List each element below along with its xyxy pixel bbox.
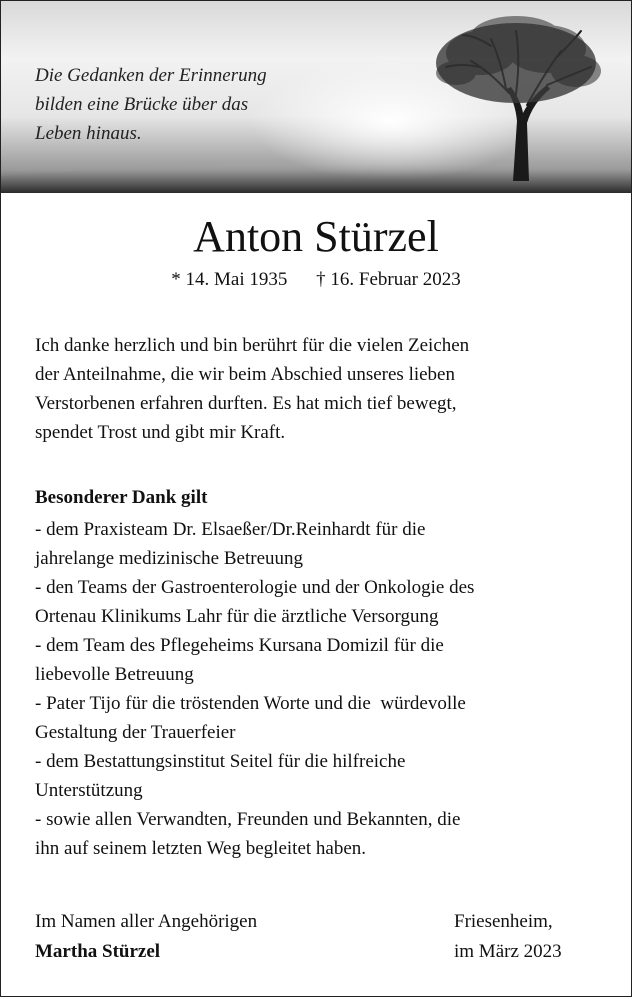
thanks-line: Ortenau Klinikums Lahr für die ärztliche Versorgung — [35, 606, 439, 627]
deceased-name: Anton Stürzel — [193, 212, 439, 261]
header-banner — [1, 1, 631, 193]
signature-intro: Im Namen aller Angehörigen — [35, 911, 258, 932]
intro-line: Ich danke herzlich und bin berührt für die vielen Zeichen — [35, 335, 470, 356]
quote-line: Leben hinaus. — [35, 123, 142, 144]
intro-line: der Anteilnahme, die wir beim Abschied unseres lieben — [35, 364, 455, 385]
thanks-line: - Pater Tijo für die tröstenden Worte und die würdevolle — [35, 693, 466, 714]
place-date-block — [454, 907, 562, 967]
thanks-list — [35, 515, 625, 863]
place: Friesenheim, — [454, 911, 553, 932]
thanks-line: jahrelange medizinische Betreuung — [35, 548, 304, 569]
intro-line: spendet Trost und gibt mir Kraft. — [35, 422, 286, 443]
intro-line: Verstorbenen erfahren durften. Es hat mich tief bewegt, — [35, 393, 457, 414]
life-dates — [1, 267, 631, 293]
date: im März 2023 — [454, 941, 562, 962]
thanks-line: Unterstützung — [35, 780, 143, 801]
death-date: † 16. Februar 2023 — [316, 269, 461, 290]
thanks-heading: Besonderer Dank gilt — [35, 487, 208, 508]
thanks-line: Gestaltung der Trauerfeier — [35, 722, 236, 743]
signature-block — [35, 907, 257, 967]
quote-line: Die Gedanken der Erinnerung — [35, 65, 267, 86]
thanks-line: - den Teams der Gastroenterologie und der Onkologie des — [35, 577, 475, 598]
thanks-line: - dem Praxisteam Dr. Elsaeßer/Dr.Reinhardt für die — [35, 519, 426, 540]
intro-text — [35, 331, 615, 447]
thanks-line: - dem Team des Pflegeheims Kursana Domizil für die — [35, 635, 444, 656]
thanks-line: ihn auf seinem letzten Weg begleitet haben. — [35, 838, 367, 859]
thanks-line: liebevolle Betreuung — [35, 664, 194, 685]
quote-line: bilden eine Brücke über das — [35, 94, 249, 115]
signer-name: Martha Stürzel — [35, 941, 161, 962]
thanks-line: - dem Bestattungsinstitut Seitel für die hilfreiche — [35, 751, 406, 772]
birth-date: * 14. Mai 1935 — [171, 269, 288, 290]
thanks-line: - sowie allen Verwandten, Freunden und Bekannten, die — [35, 809, 461, 830]
memorial-quote — [35, 61, 355, 148]
